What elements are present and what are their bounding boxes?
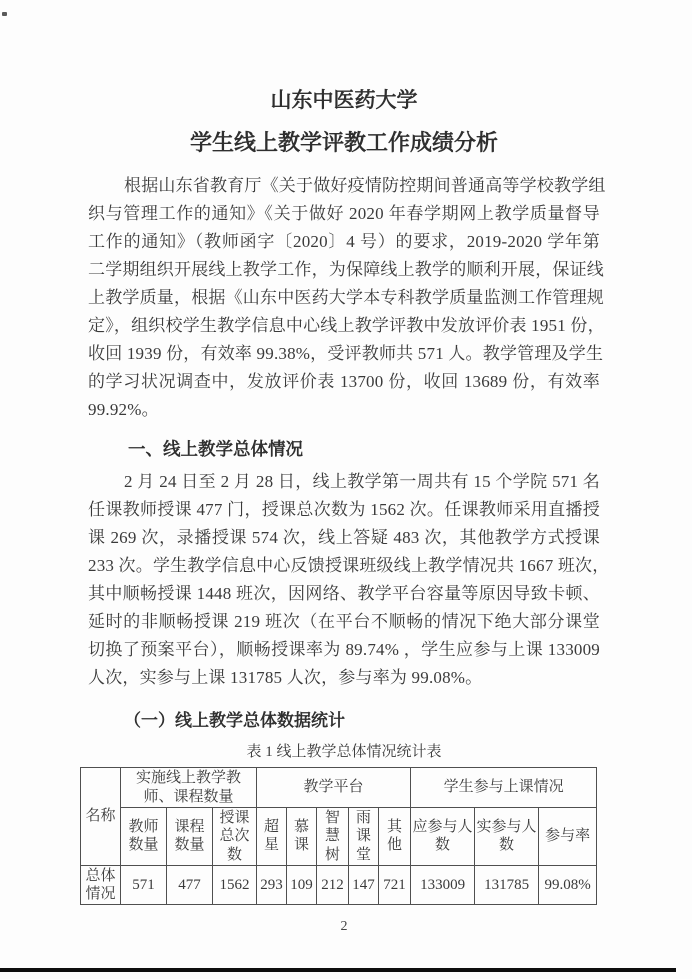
scan-speck-artifact [2,12,7,16]
col-header-other: 其他 [379,808,411,866]
text-line: 二学期组织开展线上教学工作，为保障线上教学的顺利开展，保证线 [88,260,604,279]
text-line: 延时的非顺畅授课 219 班次（在平台不顺畅的情况下绝大部分课堂 [88,612,600,631]
page-number: 2 [340,919,348,935]
text-line: 的学习状况调查中，发放评价表 13700 份，收回 13689 份，有效率 [88,372,600,391]
cell-teacher-count: 571 [121,865,167,905]
overall-stats-table [80,767,597,905]
text-line: 定》，组织校学生教学信息中心线上教学评教中发放评价表 1951 份， [88,316,605,335]
cell-mooc: 109 [287,865,317,905]
bottom-scan-edge [0,968,676,972]
paragraph-1 [88,172,606,424]
text-line: 根据山东省教育厅《关于做好疫情防控期间普通高等学校教学组 [124,176,606,195]
text-line: 233 次。学生教学信息中心反馈授课班级线上教学情况共 1667 班次， [88,556,610,575]
doc-title: 山东中医药大学 [270,89,418,112]
col-header-zhihuishu: 智慧树 [317,808,349,866]
col-header-expected-participants: 应参与人数 [411,808,475,866]
text-line: 课 269 次，录播授课 574 次，线上答疑 483 次，其他教学方式授课 [88,528,600,547]
table-group-header-teachers-courses: 实施线上教学教师、课程数量 [121,768,257,808]
cell-session-total: 1562 [213,865,257,905]
text-line: 切换了预案平台），顺畅授课率为 89.74% ，学生应参与上课 133009 [88,640,600,659]
section-heading-1: 一、线上教学总体情况 [128,439,303,459]
col-header-chaoxing: 超星 [257,808,287,866]
section-heading-2: （一）线上教学总体数据统计 [124,711,345,730]
table-caption: 表 1 线上教学总体情况统计表 [246,744,442,760]
col-header-participation-rate: 参与率 [539,808,597,866]
table-group-header-participation: 学生参与上课情况 [411,768,597,808]
cell-course-count: 477 [167,865,213,905]
cell-participation-rate: 99.08% [539,865,597,905]
col-header-course-count: 课程数量 [167,808,213,866]
cell-actual-participants: 131785 [475,865,539,905]
text-line: 99.92%。 [88,400,159,419]
cell-chaoxing: 293 [257,865,287,905]
cell-zhihuishu: 212 [317,865,349,905]
paragraph-2 [88,468,610,692]
col-header-mooc: 慕课 [287,808,317,866]
table-group-header-platforms: 教学平台 [257,768,411,808]
cell-yuketang: 147 [349,865,379,905]
text-line: 工作的通知》（教师函字〔2020〕4 号）的要求，2019-2020 学年第 [88,232,600,251]
col-header-actual-participants: 实参与人数 [475,808,539,866]
col-header-yuketang: 雨课堂 [349,808,379,866]
cell-other: 721 [379,865,411,905]
document-content [85,0,610,935]
text-line: 2 月 24 日至 2 月 28 日，线上教学第一周共有 15 个学院 571 名 [124,472,600,491]
text-line: 人次，实参与上课 131785 人次，参与率为 99.08%。 [88,668,483,687]
doc-subtitle: 学生线上教学评教工作成绩分析 [189,130,498,155]
text-line: 收回 1939 份，有效率 99.38%，受评教师共 571 人。教学管理及学生 [88,344,604,363]
text-line: 任课教师授课 477 门，授课总次数为 1562 次。任课教师采用直播授 [88,500,600,519]
text-line: 上教学质量，根据《山东中医药大学本专科教学质量监测工作管理规 [88,288,604,307]
text-line: 其中顺畅授课 1448 班次，因网络、教学平台容量等原因导致卡顿、 [88,584,600,603]
text-line: 织与管理工作的通知》《关于做好 2020 年春学期网上教学质量督导 [88,204,600,223]
table-header-name: 名称 [81,768,121,866]
col-header-teacher-count: 教师数量 [121,808,167,866]
col-header-session-total: 授课总次数 [213,808,257,866]
row-label-overall: 总体情况 [81,865,121,905]
cell-expected-participants: 133009 [411,865,475,905]
